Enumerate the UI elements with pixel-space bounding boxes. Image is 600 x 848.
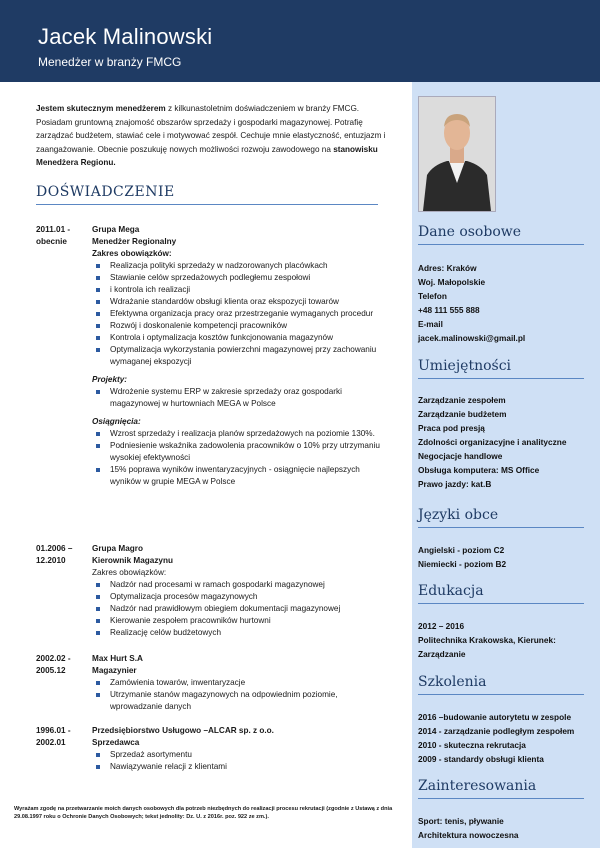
list-item: Nadzór nad prawidłowym obiegiem dokumentacji magazynowej <box>92 603 382 615</box>
list-item: Optymalizacja procesów magazynowych <box>92 591 382 603</box>
skills-list: Zarządzanie zespołem Zarządzanie budżetem Praca pod presją Zdolności organizacyjne i analityczne Negocjacje handlowe Obsługa komputera: MS Office Prawo jazdy: kat.B <box>418 395 567 489</box>
list-item: Kierowanie zespołem pracowników hurtowni <box>92 615 382 627</box>
list-item: Realizację celów budżetowych <box>92 627 382 639</box>
interests-heading: Zainteresowania <box>418 778 584 799</box>
list-item: Sprzedaż asortymentu <box>92 749 382 761</box>
education-heading: Edukacja <box>418 583 584 604</box>
company-name: Przedsiębiorstwo Usługowo –ALCAR sp. z o.o. <box>92 726 274 735</box>
job-role: Menedżer Regionalny <box>92 237 177 246</box>
interests-list: Sport: tenis, pływanie Architektura nowoczesna <box>418 816 519 840</box>
header <box>0 0 600 82</box>
job-role: Kierownik Magazynu <box>92 556 173 565</box>
consent-clause: Wyrażam zgodę na przetwarzanie moich danych osobowych dla potrzeb niezbędnych do realizacji procesu rekrutacji (zgodnie z Ustawą z dnia 29.08.1997 roku o Ochronie Danych Osobowych; tekst jednolity: Dz. U. z 2016r. poz. 922 ze zm.). <box>14 806 393 820</box>
list-item: Zamówienia towarów, inwentaryzacje <box>92 677 382 689</box>
list-item: Efektywna organizacja pracy oraz przestrzeganie wymaganych procedur <box>92 308 382 320</box>
languages-list: Angielski - poziom C2 Niemiecki - poziom B2 <box>418 545 507 569</box>
profile-photo <box>418 96 496 212</box>
job-role: Magazynier <box>92 666 137 675</box>
list-item: Utrzymanie stanów magazynowych na odpowiednim poziomie, wprowadzanie danych <box>92 689 382 713</box>
company-name: Grupa Mega <box>92 225 140 234</box>
list-item: Kontrola i optymalizacja kosztów funkcjonowania magazynów <box>92 332 382 344</box>
list-item: Wdrażanie standardów obsługi klienta oraz ekspozycji towarów <box>92 296 382 308</box>
list-item: Nawiązywanie relacji z klientami <box>92 761 382 773</box>
candidate-name: Jacek Malinowski <box>38 24 213 49</box>
list-item: Podniesienie wskaźnika zadowolenia pracowników o 10% przy utrzymaniu wysokiej efektywności <box>92 440 382 464</box>
list-item: 15% poprawa wyników inwentaryzacyjnych - osiągnięcie najlepszych wyników w grupie MEGA w Polsce <box>92 464 382 488</box>
list-item: Stawianie celów sprzedażowych podległemu zespołowi <box>92 272 382 284</box>
list-item: Rozwój i doskonalenie kompetencji pracowników <box>92 320 382 332</box>
list-item: i kontrola ich realizacji <box>92 284 382 296</box>
job-role: Sprzedawca <box>92 738 140 747</box>
training-heading: Szkolenia <box>418 674 584 695</box>
list-item: Optymalizacja wykorzystania powierzchni magazynowej przy zachowaniu wymaganej ekspozycji <box>92 344 382 368</box>
list-item: Realizacja polityki sprzedaży w nadzorowanych placówkach <box>92 260 382 272</box>
languages-heading: Języki obce <box>418 507 584 528</box>
company-name: Grupa Magro <box>92 544 143 553</box>
intro-summary: Jestem skutecznym menedżerem z kilkunastoletnim doświadczeniem w branży FMCG. Posiadam gruntowną znajomość obszarów sprzedaży i gospodarki magazynowej. Potrafię zarządzać budżetem, stawiać cele i motywować zespół. Cechuje mnie elastyczność, entuzjazm i zaangażowanie. Obecnie poszukuję nowych możliwości rozwoju zawodowego na stanowisku Menedżera Regionu. <box>36 104 386 167</box>
person-photo-icon <box>419 97 495 211</box>
education-list: 2012 – 2016 Politechnika Krakowska, Kierunek: Zarządzanie <box>418 621 556 659</box>
experience-heading: DOŚWIADCZENIE <box>36 184 378 205</box>
skills-heading: Umiejętności <box>418 358 584 379</box>
company-name: Max Hurt S.A <box>92 654 143 663</box>
candidate-title: Menedżer w branży FMCG <box>38 55 182 69</box>
list-item: Wzrost sprzedaży i realizacja planów sprzedażowych na poziomie 130%. <box>92 428 382 440</box>
training-list: 2016 –budowanie autorytetu w zespole 2014 - zarządzanie podległym zespołem 2010 - skuteczna rekrutacja 2009 - standardy obsługi klienta <box>418 712 575 764</box>
personal-list: Adres: Kraków Woj. Małopolskie Telefon +48 111 555 888 E-mail jacek.malinowski@gmail.pl <box>418 263 526 343</box>
personal-heading: Dane osobowe <box>418 224 584 245</box>
list-item: Nadzór nad procesami w ramach gospodarki magazynowej <box>92 579 382 591</box>
list-item: Wdrożenie systemu ERP w zakresie sprzedaży oraz gospodarki magazynowej w hurtowniach MEGA w Polsce <box>92 386 382 410</box>
